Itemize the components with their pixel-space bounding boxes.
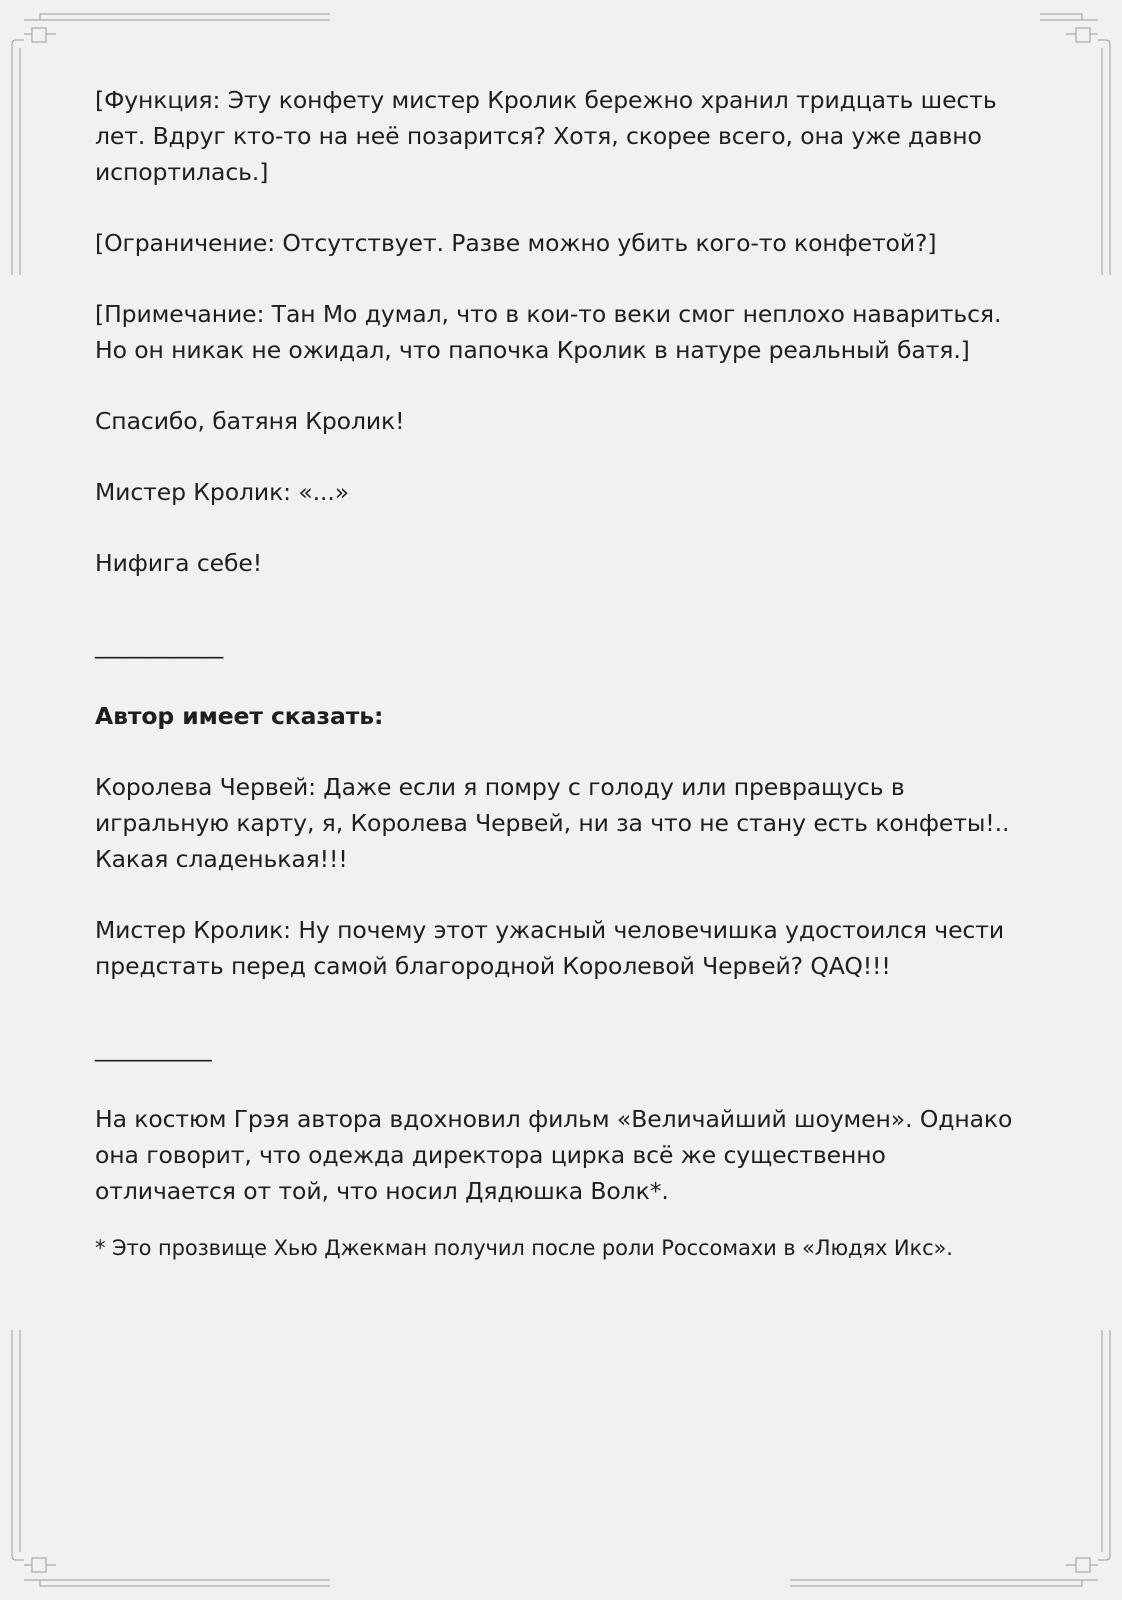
section-divider: ___________ bbox=[95, 631, 224, 659]
rabbit-note-paragraph: Мистер Кролик: Ну почему этот ужасный человечишка удостоился чести предстать перед самой благородной Королевой Червей? QAQ!!! bbox=[95, 916, 1005, 980]
thanks-paragraph: Спасибо, батяня Кролик! bbox=[95, 407, 405, 435]
costume-note-paragraph: На костюм Грэя автора вдохновил фильм «Величайший шоумен». Однако она говорит, что одежда директора цирка всё же существенно отличается от той, что носил Дядюшка Волк*. bbox=[95, 1105, 1013, 1205]
footnote: * Это прозвище Хью Джекман получил после роли Россомахи в «Людях Икс». bbox=[95, 1236, 953, 1260]
exclamation-paragraph: Нифига себе! bbox=[95, 549, 263, 577]
author-notes-heading: Автор имеет сказать: bbox=[95, 702, 384, 730]
function-paragraph: [Функция: Эту конфету мистер Кролик бережно хранил тридцать шесть лет. Вдруг кто-то на неё позарится? Хотя, скорее всего, она уже давно испортилась.] bbox=[95, 86, 997, 186]
rabbit-reply-paragraph: Мистер Кролик: «...» bbox=[95, 478, 350, 506]
queen-note-paragraph: Королева Червей: Даже если я помру с голоду или превращусь в игральную карту, я, Королева Червей, ни за что не стану есть конфеты!.. Какая сладенькая!!! bbox=[95, 773, 1010, 873]
section-divider-2: __________ bbox=[95, 1034, 212, 1062]
limitation-paragraph: [Ограничение: Отсутствует. Разве можно убить кого-то конфетой?] bbox=[95, 229, 937, 257]
document-body bbox=[95, 82, 1025, 1300]
note-paragraph: [Примечание: Тан Мо думал, что в кои-то веки смог неплохо навариться. Но он никак не ожидал, что папочка Кролик в натуре реальный батя.] bbox=[95, 300, 1002, 364]
